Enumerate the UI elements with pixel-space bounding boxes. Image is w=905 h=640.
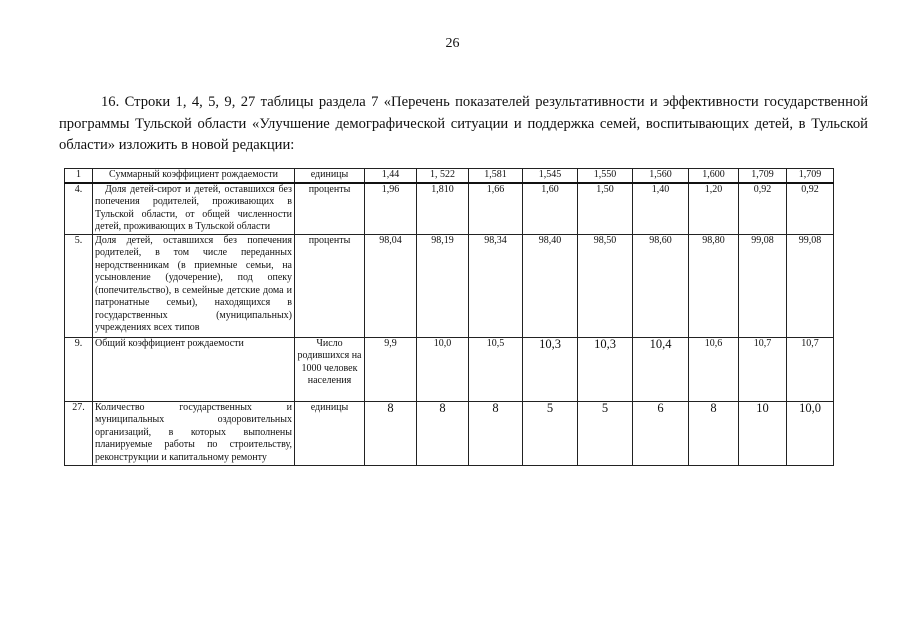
value-cell: 8 bbox=[689, 401, 739, 465]
value-cell: 1, 522 bbox=[417, 169, 469, 183]
indicator-name: Суммарный коэффициент рождаемости bbox=[93, 169, 295, 183]
value-cell: 98,80 bbox=[689, 234, 739, 337]
value-cell: 10,5 bbox=[469, 337, 523, 401]
value-cell: 1,550 bbox=[578, 169, 633, 183]
unit-cell: проценты bbox=[295, 234, 365, 337]
table-row bbox=[65, 183, 834, 235]
value-cell: 10,6 bbox=[689, 337, 739, 401]
value-cell: 1,709 bbox=[739, 169, 787, 183]
value-cell: 5 bbox=[578, 401, 633, 465]
value-cell: 10,4 bbox=[633, 337, 689, 401]
value-cell: 98,19 bbox=[417, 234, 469, 337]
unit-cell: единицы bbox=[295, 401, 365, 465]
value-cell: 10,7 bbox=[787, 337, 834, 401]
unit-cell: Число родившихся на 1000 человек населения bbox=[295, 337, 365, 401]
value-cell: 1,545 bbox=[523, 169, 578, 183]
value-cell: 10,7 bbox=[739, 337, 787, 401]
value-cell: 98,04 bbox=[365, 234, 417, 337]
table-row bbox=[65, 337, 834, 401]
value-cell: 1,66 bbox=[469, 183, 523, 235]
table-row bbox=[65, 234, 834, 337]
value-cell: 10,0 bbox=[787, 401, 834, 465]
value-cell: 8 bbox=[469, 401, 523, 465]
value-cell: 0,92 bbox=[787, 183, 834, 235]
value-cell: 99,08 bbox=[739, 234, 787, 337]
value-cell: 1,44 bbox=[365, 169, 417, 183]
value-cell: 1,581 bbox=[469, 169, 523, 183]
indicator-name: Доля детей, оставшихся без попечения родителей, в том числе переданных неродственникам (в приемные семьи, на усыновление (удочерение), под опеку (попечительство), в семейные детские дома и патронатные семьи), находящихся в государственных (муниципальных) учреждениях всех типов bbox=[93, 234, 295, 337]
value-cell: 10,0 bbox=[417, 337, 469, 401]
value-cell: 1,810 bbox=[417, 183, 469, 235]
value-cell: 99,08 bbox=[787, 234, 834, 337]
row-number: 5. bbox=[65, 234, 93, 337]
indicator-name: Количество государственных и муниципальных оздоровительных организаций, в которых выполнены планируемые работы по строительству, реконструкции и капитальному ремонту bbox=[93, 401, 295, 465]
table-row bbox=[65, 401, 834, 465]
row-number: 9. bbox=[65, 337, 93, 401]
value-cell: 10,3 bbox=[523, 337, 578, 401]
value-cell: 9,9 bbox=[365, 337, 417, 401]
value-cell: 1,20 bbox=[689, 183, 739, 235]
value-cell: 1,50 bbox=[578, 183, 633, 235]
indicator-name: Доля детей-сирот и детей, оставшихся без попечения родителей, проживающих в Тульской области, от общей численности детей, проживающих в Тульской области bbox=[93, 183, 295, 235]
value-cell: 98,50 bbox=[578, 234, 633, 337]
value-cell: 1,600 bbox=[689, 169, 739, 183]
unit-cell: проценты bbox=[295, 183, 365, 235]
intro-paragraph: 16. Строки 1, 4, 5, 9, 27 таблицы раздела 7 «Перечень показателей результативности и эффективности государственной программы Тульской области «Улучшение демографической ситуации и поддержка семей, воспитывающих детей, в Тульской области» изложить в новой редакции: bbox=[59, 94, 868, 153]
page-number: 26 bbox=[445, 36, 460, 51]
indicator-name: Общий коэффициент рождаемости bbox=[93, 337, 295, 401]
value-cell: 1,60 bbox=[523, 183, 578, 235]
unit-cell: единицы bbox=[295, 169, 365, 183]
value-cell: 1,709 bbox=[787, 169, 834, 183]
row-number: 4. bbox=[65, 183, 93, 235]
value-cell: 1,96 bbox=[365, 183, 417, 235]
value-cell: 1,40 bbox=[633, 183, 689, 235]
value-cell: 10,3 bbox=[578, 337, 633, 401]
value-cell: 1,560 bbox=[633, 169, 689, 183]
value-cell: 5 bbox=[523, 401, 578, 465]
value-cell: 98,40 bbox=[523, 234, 578, 337]
value-cell: 8 bbox=[365, 401, 417, 465]
indicators-table bbox=[64, 168, 834, 466]
value-cell: 10 bbox=[739, 401, 787, 465]
value-cell: 8 bbox=[417, 401, 469, 465]
value-cell: 98,34 bbox=[469, 234, 523, 337]
value-cell: 98,60 bbox=[633, 234, 689, 337]
table-row bbox=[65, 169, 834, 183]
value-cell: 0,92 bbox=[739, 183, 787, 235]
value-cell: 6 bbox=[633, 401, 689, 465]
row-number: 27. bbox=[65, 401, 93, 465]
row-number: 1 bbox=[65, 169, 93, 183]
